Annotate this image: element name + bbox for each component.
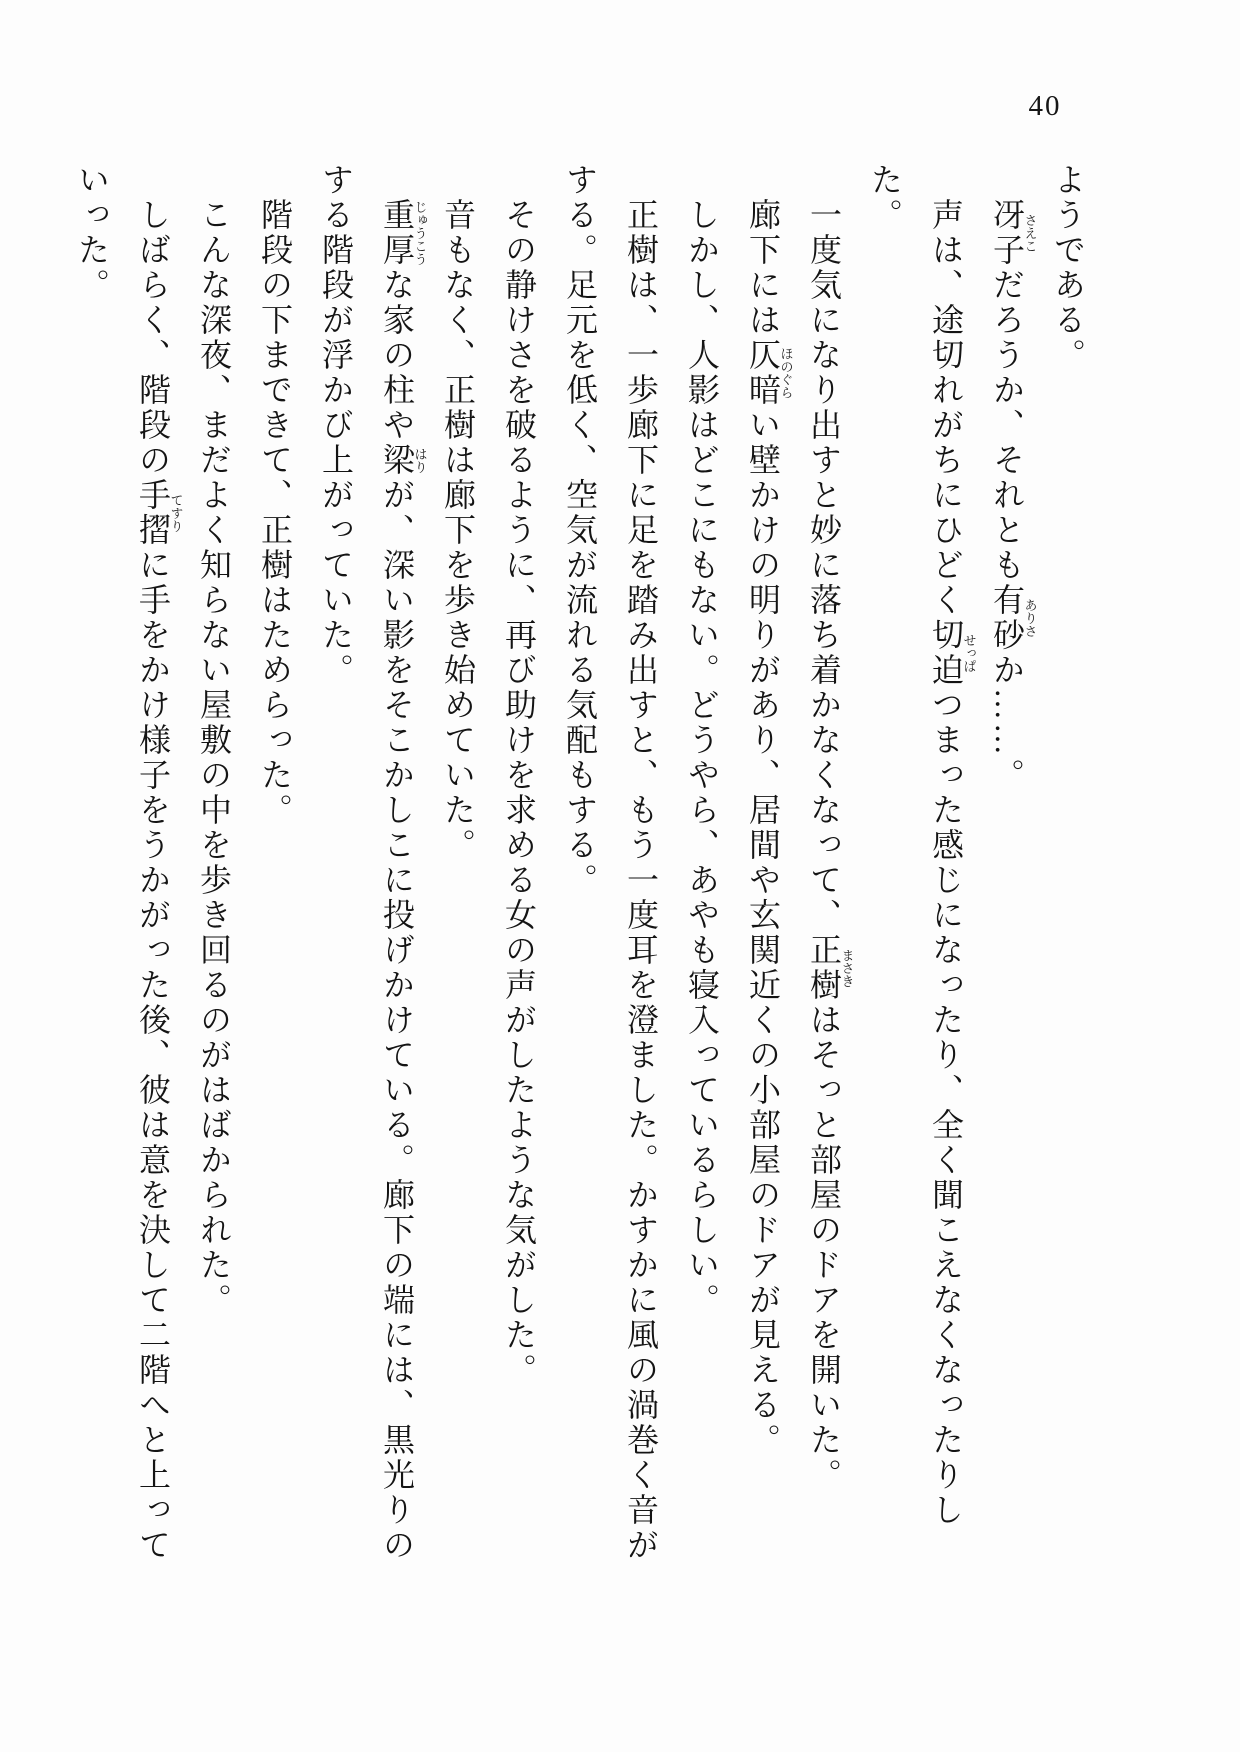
text-segment: か……。 bbox=[989, 653, 1025, 793]
text-line bbox=[305, 163, 366, 1593]
text-segment: ようである。 bbox=[1050, 163, 1086, 373]
furigana: てすり bbox=[168, 478, 184, 548]
text-segment: する。足元を低く、空気が流れる気配もする。 bbox=[562, 163, 598, 898]
text-line bbox=[427, 163, 488, 1593]
text-segment: 音もなく、正樹は廊下を歩き始めていた。 bbox=[440, 198, 476, 863]
text-line bbox=[793, 163, 854, 1593]
ruby-word: 切迫せっぱ bbox=[928, 618, 977, 688]
text-segment: 廊下には bbox=[745, 198, 781, 338]
text-line bbox=[366, 163, 427, 1593]
furigana: まさき bbox=[839, 933, 855, 1003]
text-segment: だろうか、それとも bbox=[989, 268, 1025, 583]
page-text bbox=[61, 163, 1098, 1593]
text-segment: しばらく、階段の bbox=[135, 198, 171, 478]
furigana: じゅうこう bbox=[412, 198, 428, 268]
text-segment: いった。 bbox=[74, 163, 110, 303]
furigana: ほのぐら bbox=[778, 338, 794, 408]
text-line bbox=[610, 163, 671, 1593]
text-segment: い壁かけの明りがあり、居間や玄関近くの小部屋のドアが見える。 bbox=[745, 408, 781, 1458]
text-segment: しかし、人影はどこにもない。どうやら、あやも寝入っているらしい。 bbox=[684, 198, 720, 1318]
text-segment: 階段の下まできて、正樹はためらった。 bbox=[257, 198, 293, 828]
furigana: はり bbox=[412, 443, 428, 478]
text-segment: 声は、途切れがちにひどく bbox=[928, 198, 964, 618]
text-segment: が、深い影をそこかしこに投げかけている。廊下の端には、黒光りの bbox=[379, 478, 415, 1563]
ruby-word: 手摺てすり bbox=[135, 478, 184, 548]
text-line bbox=[976, 163, 1037, 1593]
ruby-word: 重厚じゅうこう bbox=[379, 198, 428, 268]
text-line bbox=[244, 163, 305, 1593]
text-line bbox=[488, 163, 549, 1593]
text-line bbox=[122, 163, 183, 1593]
text-segment: つまった感じになったり、全く聞こえなくなったりした。 bbox=[867, 163, 964, 1528]
furigana: さえこ bbox=[1022, 198, 1038, 268]
text-segment: はそっと部屋のドアを開いた。 bbox=[806, 1003, 842, 1493]
ruby-word: 有砂ありさ bbox=[989, 583, 1038, 653]
text-line bbox=[854, 163, 976, 1593]
ruby-word: 仄暗ほのぐら bbox=[745, 338, 794, 408]
ruby-word: 冴子さえこ bbox=[989, 198, 1038, 268]
text-segment: な家の柱や bbox=[379, 268, 415, 443]
ruby-word: 正樹まさき bbox=[806, 933, 855, 1003]
text-line bbox=[549, 163, 610, 1593]
text-line bbox=[1037, 163, 1098, 1593]
furigana: せっぱ bbox=[961, 618, 977, 688]
page-number: 40 bbox=[1028, 90, 1062, 122]
furigana: ありさ bbox=[1022, 583, 1038, 653]
text-line bbox=[61, 163, 122, 1593]
text-line bbox=[671, 163, 732, 1593]
text-segment: する階段が浮かび上がっていた。 bbox=[318, 163, 354, 688]
ruby-word: 梁はり bbox=[379, 443, 428, 478]
text-line bbox=[732, 163, 793, 1593]
text-segment: その静けさを破るように、再び助けを求める女の声がしたような気がした。 bbox=[501, 198, 537, 1388]
text-segment: 一度気になり出すと妙に落ち着かなくなって、 bbox=[806, 198, 842, 933]
text-segment: 正樹は、一歩廊下に足を踏み出すと、もう一度耳を澄ました。かすかに風の渦巻く音が bbox=[623, 198, 659, 1563]
text-segment: に手をかけ様子をうかがった後、彼は意を決して二階へと上って bbox=[135, 548, 171, 1563]
text-segment: こんな深夜、まだよく知らない屋敷の中を歩き回るのがはばかられた。 bbox=[196, 198, 232, 1318]
text-line bbox=[183, 163, 244, 1593]
